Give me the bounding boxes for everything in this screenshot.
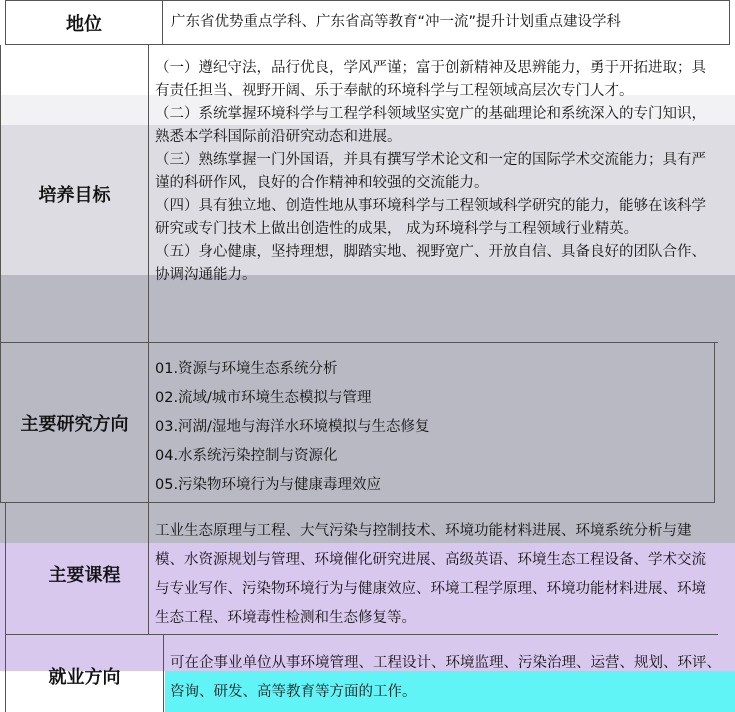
- careers-label: 就业方向: [5, 635, 163, 712]
- courses-content: 工业生态原理与工程、大气污染与控制技术、环境功能材料进展、环境系统分析与建模、水资源规划与管理、环境催化研究进展、高级英语、环境生态工程设备、学术交流与专业写作、污染物环境行为与健康效应、环境工程学原理、环境功能材料进展、环境生态工程、环境毒性检测和生态修复等。: [148, 503, 718, 635]
- goal-item: （一）遵纪守法，品行优良，学风严谨；富于创新精神及思辨能力，勇于开拓进取；具有责任担当、视野开阔、乐于奉献的环境科学与工程领域高层次专门人才。: [155, 60, 706, 99]
- position-label: 地位: [5, 0, 163, 45]
- direction-item: 04.水系统污染控制与资源化: [155, 448, 338, 464]
- goal-item: （四）具有独立地、创造性地从事环境科学与工程领域科学研究的能力，能够在该科学研究或专门技术上做出创造性的成果， 成为环境科学与工程领域行业精英。: [155, 198, 706, 237]
- row-careers: [0, 635, 735, 712]
- directions-label: 主要研究方向: [0, 343, 148, 503]
- row-directions: [0, 343, 735, 503]
- goal-item: （二）系统掌握环境科学与工程学科领域坚实宽广的基础理论和系统深入的专门知识，熟悉本学科国际前沿研究动态和进展。: [155, 106, 706, 145]
- direction-item: 02.流域/城市环境生态模拟与管理: [155, 390, 372, 406]
- direction-item: 03.河湖/湿地与海洋水环境模拟与生态修复: [155, 419, 430, 435]
- position-content: 广东省优势重点学科、广东省高等教育“冲一流”提升计划重点建设学科: [163, 0, 730, 45]
- row-courses: [0, 503, 735, 635]
- row-position: [0, 0, 735, 45]
- direction-item: 01.资源与环境生态系统分析: [155, 361, 338, 377]
- goal-item: （三）熟练掌握一门外国语，并具有撰写学术论文和一定的国际学术交流能力；具有严谨的科研作风，良好的合作精神和较强的交流能力。: [155, 152, 706, 191]
- courses-label: 主要课程: [5, 503, 163, 635]
- directions-content: [148, 343, 715, 503]
- goal-item: （五）身心健康，坚持理想，脚踏实地、视野宽广、开放自信、具备良好的团队合作、协调沟通能力。: [155, 244, 706, 283]
- careers-content: 可在企事业单位从事环境管理、工程设计、环境监理、污染治理、运营、规划、环评、咨询、研发、高等教育等方面的工作。: [163, 635, 730, 712]
- direction-item: 05.污染物环境行为与健康毒理效应: [155, 477, 382, 493]
- goals-content: [148, 45, 718, 343]
- row-goals: [0, 45, 735, 343]
- goals-label: 培养目标: [0, 45, 148, 343]
